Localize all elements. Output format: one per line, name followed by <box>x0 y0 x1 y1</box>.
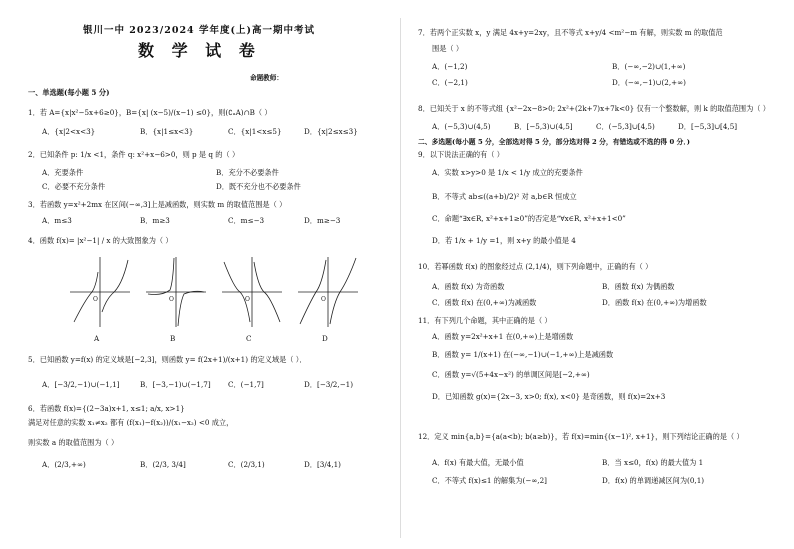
q3-option-c: C．m≤−3 <box>228 216 265 225</box>
svg-text:O: O <box>321 296 326 303</box>
q8-stem: 8．已知关于 x 的不等式组 {x²−2x−8>0; 2x²+(2k+7)x+7k<0} 仅有一个整数解，则 k 的取值范围为（ ） <box>418 104 770 113</box>
q6-ending: 则实数 a 的取值范围为（ ） <box>28 438 119 447</box>
q11-stem: 11．有下列几个命题，其中正确的是（ ） <box>418 316 552 325</box>
q1-stem: 1．若 A={x|x²−5x+6≥0}，B={x| (x−5)/(x−1) ≤0}，则(∁ₐA)∩B（ ） <box>28 108 272 117</box>
q4-label-b: B <box>170 334 176 343</box>
q4-label-a: A <box>94 334 100 343</box>
q1-option-b: B．{x|1≤x<3} <box>140 127 194 136</box>
q6-option-d: D．[3/4,1) <box>304 460 341 469</box>
q10-stem: 10．若幂函数 f(x) 的图象经过点 (2,1/4)，则下列命题中，正确的有（ ） <box>418 262 653 271</box>
section-1-heading: 一、单选题(每小题 5 分) <box>28 88 110 97</box>
column-divider <box>400 18 401 538</box>
exam-title: 银川一中 2023/2024 学年度(上)高一期中考试 <box>83 25 315 36</box>
q9-option-c: C．命题“∃x∈R, x²+x+1≥0”的否定是“∀x∈R, x²+x+1<0” <box>432 214 626 223</box>
q11-option-c: C．函数 y=√(5+4x−x²) 的单调区间是[−2,+∞) <box>432 370 590 379</box>
q2-option-b: B．充分不必要条件 <box>216 168 279 177</box>
q12-option-a: A．f(x) 有最大值，无最小值 <box>432 458 524 467</box>
q5-option-c: C．(−1,7] <box>228 380 264 389</box>
section-2-heading: 二、多选题(每小题 5 分，全部选对得 5 分，部分选对得 2 分，有错选或不选的得 0 分．) <box>418 138 690 146</box>
q11-option-b: B．函数 y= 1/(x+1) 在(−∞,−1)∪(−1,+∞)上是减函数 <box>432 350 614 359</box>
q12-option-b: B．当 x≤0，f(x) 的最大值为 1 <box>602 458 704 467</box>
q10-option-d: D．函数 f(x) 在(0,+∞)为增函数 <box>602 298 707 307</box>
q9-option-d: D．若 1/x + 1/y =1，则 x+y 的最小值是 4 <box>432 236 576 245</box>
q10-option-b: B．函数 f(x) 为偶函数 <box>602 282 675 291</box>
q10-option-c: C．函数 f(x) 在(0,+∞)为减函数 <box>432 298 537 307</box>
q6-condition: 满足对任意的实数 x₁≠x₂ 都有 (f(x₁)−f(x₂))/(x₁−x₂) <0 成立， <box>28 418 234 427</box>
q7-option-d: D．(−∞,−1)∪(2,+∞) <box>612 78 686 87</box>
q3-stem: 3．若函数 y=x²+2mx 在区间(−∞,3]上是减函数，则实数 m 的取值范围是（ ） <box>28 200 287 209</box>
q4-label-d: D <box>322 334 328 343</box>
q7-stem-continued: 围是（ ） <box>432 44 464 53</box>
q6-option-c: C．(2/3,1) <box>228 460 265 469</box>
q9-stem: 9．以下说法正确的有（ ） <box>418 150 504 159</box>
q11-option-d: D．已知函数 g(x)={2x−3, x>0; f(x), x<0} 是奇函数，则 f(x)=2x+3 <box>432 392 666 401</box>
q4-graphs <box>70 252 370 330</box>
q8-option-a: A．(−5,3)∪(4,5) <box>432 122 491 131</box>
q7-stem: 7．若两个正实数 x，y 满足 4x+y=2xy，且不等式 x+y/4 <m²−m 有解，则实数 m 的取值范 <box>418 28 723 37</box>
q10-option-a: A．函数 f(x) 为奇函数 <box>432 282 505 291</box>
q8-option-d: D．[−5,3]∪[4,5] <box>678 122 738 131</box>
q9-option-b: B．不等式 ab≤((a+b)/2)² 对 a,b∈R 恒成立 <box>432 192 577 201</box>
q4-label-c: C <box>246 334 252 343</box>
q5-stem: 5．已知函数 y=f(x) 的定义域是[−2,3]，则函数 y= f(2x+1)/(x+1) 的定义域是（ ）． <box>28 355 307 364</box>
q8-option-b: B．[−5,3)∪(4,5] <box>514 122 573 131</box>
q1-option-a: A．{x|2<x<3} <box>42 127 96 136</box>
q2-option-c: C．必要不充分条件 <box>42 182 106 191</box>
q1-option-c: C．{x|1<x≤5} <box>228 127 282 136</box>
q6-option-a: A．(2/3,+∞) <box>42 460 86 469</box>
q6-option-b: B．(2/3, 3/4] <box>140 460 186 469</box>
q5-option-a: A．[−3/2,−1)∪(−1,1] <box>42 380 120 389</box>
q1-option-d: D．{x|2≤x≤3} <box>304 127 358 136</box>
q3-option-a: A．m≤3 <box>42 216 72 225</box>
q7-option-b: B．(−∞,−2)∪(1,+∞) <box>612 62 686 71</box>
author-note: 命题教师： <box>250 74 283 82</box>
q7-option-c: C．(−2,1) <box>432 78 468 87</box>
q2-option-a: A．充要条件 <box>42 168 84 177</box>
q12-option-c: C．不等式 f(x)≤1 的解集为(−∞,2] <box>432 476 547 485</box>
q12-stem: 12．定义 min{a,b}={a(a<b); b(a≥b)}，若 f(x)=min{(x−1)², x+1}，则下列结论正确的是（ ） <box>418 432 744 441</box>
q6-stem: 6．若函数 f(x)={(2−3a)x+1, x≤1; a/x, x>1} <box>28 404 185 413</box>
q7-option-a: A．(−1,2) <box>432 62 468 71</box>
q11-option-a: A．函数 y=2x²+x+1 在(0,+∞)上是增函数 <box>432 332 574 341</box>
q9-option-a: A．实数 x>y>0 是 1/x < 1/y 成立的充要条件 <box>432 168 583 177</box>
svg-text:O: O <box>245 296 250 303</box>
q12-option-d: D．f(x) 的单调递减区间为(0,1) <box>602 476 705 485</box>
svg-text:O: O <box>93 296 98 303</box>
q2-option-d: D．既不充分也不必要条件 <box>216 182 301 191</box>
q3-option-b: B．m≥3 <box>140 216 170 225</box>
q5-option-b: B．[−3,−1)∪(−1,7] <box>140 380 211 389</box>
svg-text:O: O <box>169 296 174 303</box>
q2-stem: 2．已知条件 p: 1/x <1，条件 q: x²+x−6>0，则 p 是 q 的（ ） <box>28 150 240 159</box>
q3-option-d: D．m≥−3 <box>304 216 341 225</box>
q5-option-d: D．[−3/2,−1) <box>304 380 354 389</box>
subject-title: 数 学 试 卷 <box>138 41 261 60</box>
q4-stem: 4．函数 f(x)= |x²−1| / x 的大致图象为（ ） <box>28 236 173 245</box>
q8-option-c: C．(−5,3]∪[4,5) <box>596 122 655 131</box>
